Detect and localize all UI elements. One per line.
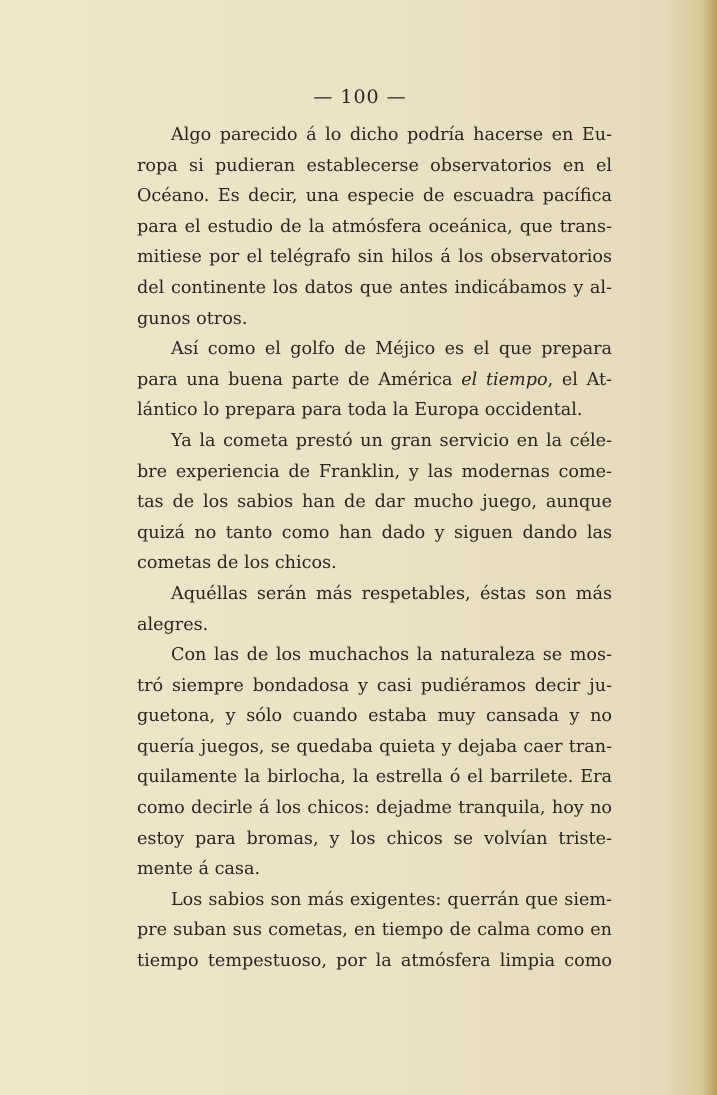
text-line-with-italic: para una buena parte de América el tiempo, el At- [137, 369, 612, 390]
text-line: tas de los sabios han de dar mucho juego, aunque [137, 492, 612, 513]
page-number: — 100 — [313, 86, 407, 108]
text-line: Con las de los muchachos la naturaleza se mos- [171, 645, 612, 666]
text-line: lántico lo prepara para toda la Europa occidental. [137, 400, 583, 421]
text-line: Océano. Es decir, una especie de escuadra pacífica [137, 186, 612, 207]
text-line: como decirle á los chicos: dejadme tranquila, hoy no [137, 798, 612, 819]
text-line: estoy para bromas, y los chicos se volvían triste- [137, 828, 612, 849]
text-line: pre suban sus cometas, en tiempo de calma como en [137, 920, 612, 941]
text-line: cometas de los chicos. [137, 553, 337, 574]
text-line: Aquéllas serán más respetables, éstas son más [171, 583, 612, 604]
text-line: Ya la cometa prestó un gran servicio en la céle- [171, 430, 612, 451]
text-line: ropa si pudieran establecerse observatorios en el [137, 155, 612, 176]
text-line: tiempo tempestuoso, por la atmósfera limpia como [137, 951, 612, 972]
text-line: Así como el golfo de Méjico es el que prepara [171, 339, 612, 360]
text-line: tró siempre bondadosa y casi pudiéramos decir ju- [137, 675, 612, 696]
text-line: mitiese por el telégrafo sin hilos á los observatorios [137, 247, 612, 268]
text-line: alegres. [137, 614, 209, 635]
text-line: bre experiencia de Franklin, y las modernas come- [137, 461, 612, 482]
italic-phrase: el tiempo [461, 369, 548, 390]
text-line: quilamente la birlocha, la estrella ó el barrilete. Era [137, 767, 612, 788]
text-line: gunos otros. [137, 308, 248, 329]
text-line: Algo parecido á lo dicho podría hacerse en Eu- [171, 125, 612, 145]
text-line: para el estudio de la atmósfera oceánica, que trans- [137, 216, 612, 237]
text-line: guetona, y sólo cuando estaba muy cansada y no [137, 706, 612, 727]
text-line: mente á casa. [137, 859, 261, 880]
body-text [137, 120, 612, 977]
page-edge [703, 0, 717, 1095]
text-line: Los sabios son más exigentes: querrán que siem- [171, 889, 612, 910]
text-line: quería juegos, se quedaba quieta y dejaba caer tran- [137, 736, 612, 757]
text-line: quizá no tanto como han dado y siguen dando las [137, 522, 612, 543]
text-line: del continente los datos que antes indicábamos y al- [137, 277, 612, 298]
